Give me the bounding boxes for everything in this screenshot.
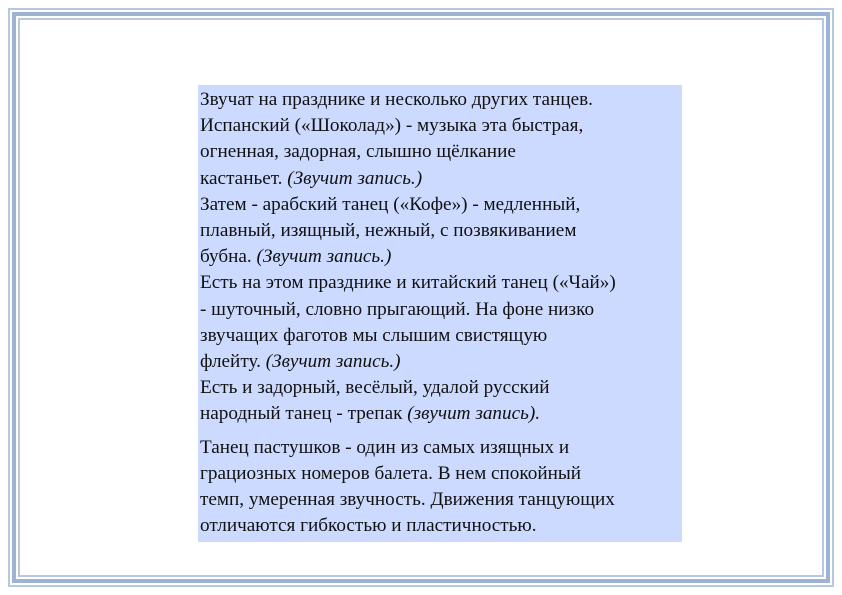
text-line: - шуточный, словно прыгающий. На фоне низко (200, 298, 595, 320)
paragraph-spanish-dance (200, 87, 682, 192)
paragraph-chinese-dance (200, 270, 682, 375)
text-segment: народный танец - трепак (200, 403, 403, 425)
text-line: плавный, изящный, нежный, с позвякиванием (200, 220, 577, 242)
text-line: темп, умеренная звучность. Движения танцующих (200, 489, 615, 511)
text-line: Танец пастушков - один из самых изящных и (200, 436, 570, 458)
text-line: Испанский («Шоколад») - музыка эта быстрая, (200, 115, 584, 137)
text-line: Есть и задорный, весёлый, удалой русский (200, 377, 550, 399)
text-line (200, 166, 682, 192)
text-line (200, 349, 682, 375)
text-line: отличаются гибкостью и пластичностью. (200, 515, 537, 537)
text-line: звучащих фаготов мы слышим свистящую (200, 324, 548, 346)
recording-note: (Звучит запись.) (287, 167, 423, 189)
text-line: Затем - арабский танец («Кофе») - медленный, (200, 193, 581, 215)
text-box (198, 85, 682, 542)
text-line: Есть на этом празднике и китайский танец («Чай») (200, 272, 616, 294)
text-line: Звучат на празднике и несколько других танцев. (200, 89, 593, 110)
paragraph-arabian-dance (200, 192, 682, 271)
text-line: грациозных номеров балета. В нем спокойный (200, 462, 582, 484)
text-segment: кастаньет. (200, 167, 283, 189)
text-segment: флейту. (200, 351, 261, 373)
text-line (200, 401, 682, 427)
recording-note: (Звучит запись.) (256, 246, 392, 268)
paragraph-russian-dance (200, 375, 682, 427)
text-line: огненная, задорная, слышно щёлкание (200, 141, 516, 163)
recording-note: (звучит запись). (407, 403, 541, 425)
paragraph-shepherds-dance (200, 435, 682, 540)
text-segment: бубна. (200, 246, 252, 268)
text-line (200, 244, 682, 270)
recording-note: (Звучит запись.) (265, 351, 401, 373)
